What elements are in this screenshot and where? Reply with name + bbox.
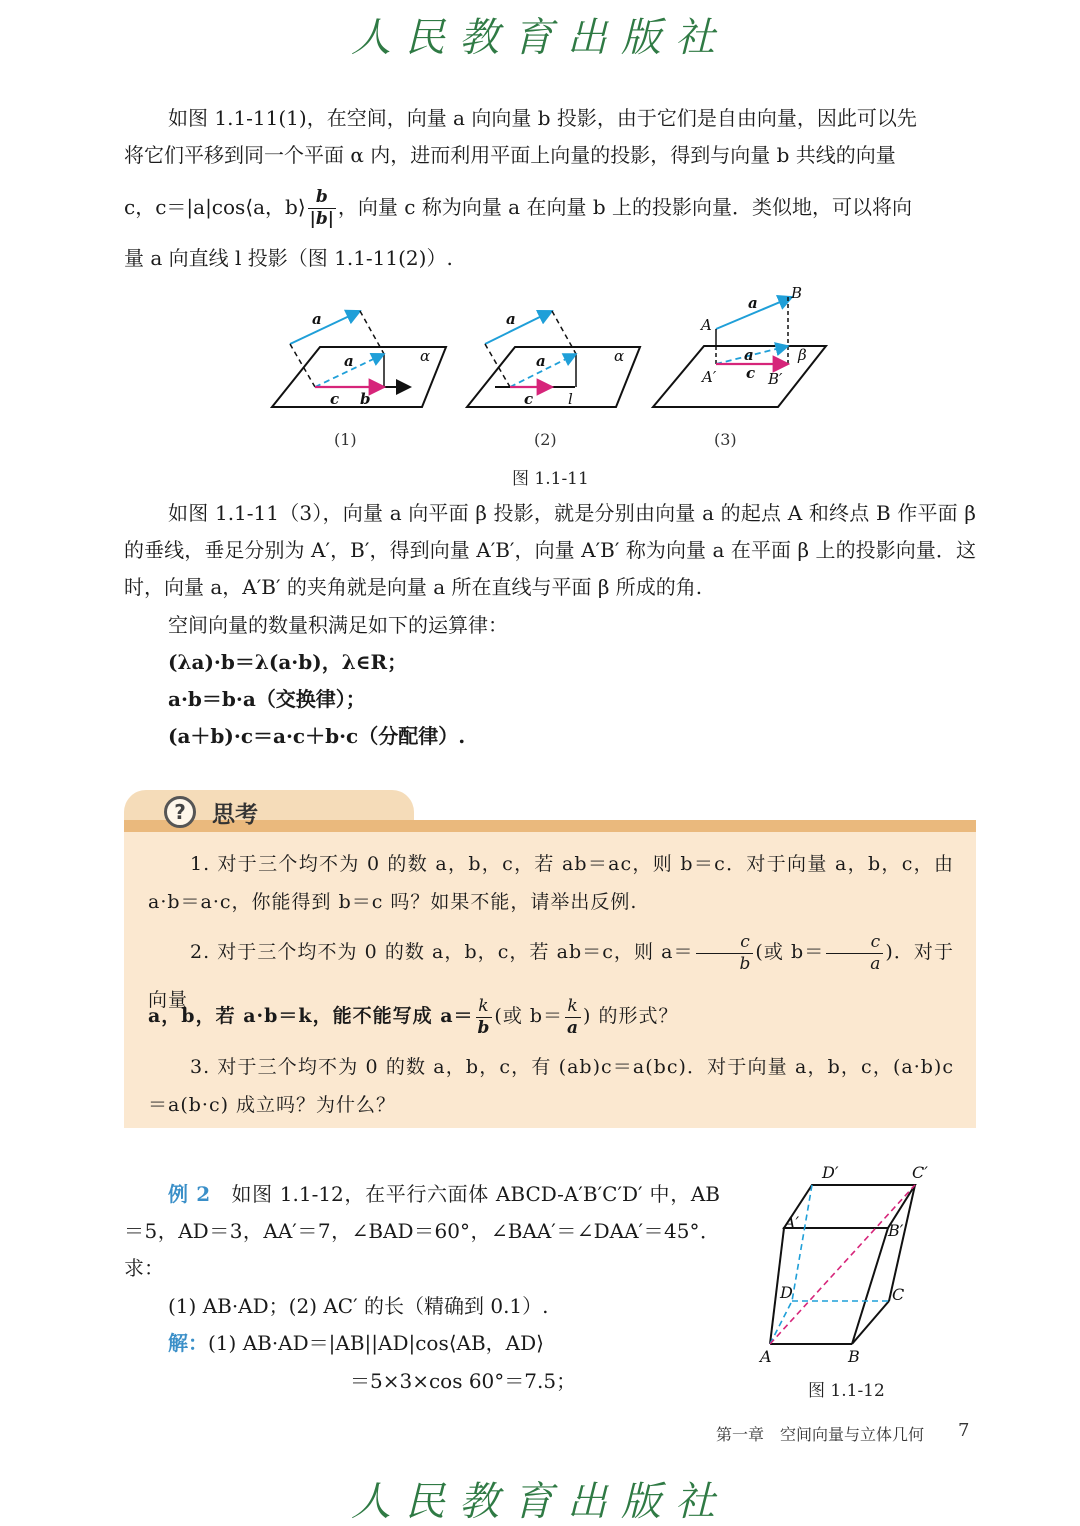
svg-text:a: a — [536, 352, 546, 370]
p1-line4: 量 a 向直线 l 投影（图 1.1-11(2)）. — [124, 246, 453, 270]
svg-text:B′: B′ — [768, 370, 783, 388]
figure-part-1 — [272, 310, 446, 408]
solution-line1: (1) AB·AD＝|AB||AD|cos⟨AB，AD⟩ — [208, 1331, 544, 1355]
publisher-watermark-bottom: 人民教育出版社 — [351, 1479, 729, 1525]
publisher-watermark-top: 人民教育出版社 — [351, 15, 729, 61]
p1-formula-right: ，向量 c 称为向量 a 在向量 b 上的投影向量．类似地，可以将向 — [337, 195, 912, 219]
figure-sublabel-1: (1) — [334, 430, 357, 449]
figure-1-1-11 — [260, 284, 840, 424]
think-question-2-line2: a，b，若 a·b＝k，能不能写成 a＝ $\frac{k}{b}$ (或 b＝ $\frac{k}{a}$ ) 的形式？ — [148, 995, 679, 1038]
p1-formula-left: c，c＝|a|cos⟨a，b⟩ — [124, 195, 306, 219]
svg-text:D′: D′ — [822, 1163, 839, 1182]
example-2-solution-2: ＝5×3×cos 60°＝7.5； — [350, 1369, 577, 1393]
think-question-2-line1: 2. 对于三个均不为 0 的数 a，b，c，若 ab＝c，则 a＝ $\frac{c}{b}$ (或 b＝ $\frac{c}{a}$ )．对于向量 — [148, 931, 954, 1011]
figure-1-1-12 — [752, 1160, 942, 1370]
p1-line2: 将它们平移到同一个平面 α 内，进而利用平面上向量的投影，得到与向量 b 共线的向量 — [124, 143, 896, 167]
example-2-ask: (1) AB·AD；(2) AC′ 的长（精确到 0.1）. — [168, 1294, 549, 1318]
example-2-statement — [124, 1176, 720, 1287]
svg-text:A′: A′ — [784, 1213, 800, 1232]
svg-text:β: β — [798, 346, 807, 364]
think-question-3: 3. 对于三个均不为 0 的数 a，b，c，有 (ab)c＝a(bc)．对于向量 a，b，c，(a·b)c＝a(b·c) 成立吗？为什么？ — [148, 1056, 954, 1116]
law-commutative: a·b＝b·a（交换律）； — [168, 687, 366, 711]
figure-caption-1-1-11: 图 1.1-11 — [512, 469, 589, 489]
svg-text:c: c — [330, 390, 340, 408]
page-number: 7 — [958, 1420, 970, 1441]
svg-text:C: C — [892, 1285, 905, 1304]
example-text: 如图 1.1-12，在平行六面体 ABCD-A′B′C′D′ 中，AB＝5，AD＝3，AA′＝7，∠BAD＝60°，∠BAA′＝∠DAA′＝45°．求： — [124, 1182, 720, 1280]
svg-text:a: a — [744, 346, 754, 364]
paragraph-projection-formula — [124, 182, 976, 232]
paragraph-plane-projection: 如图 1.1-11（3），向量 a 向平面 β 投影，就是分别由向量 a 的起点 A 和终点 B 作平面 β 的垂线，垂足分别为 A′，B′，得到向量 A′B′，向量 A′B′ 称为向量 a 在平面 β 上的投影向量．这时，向量 a，A′B′ 的夹角就是向量 a 所在直线与平面 β 所成的角. — [124, 501, 976, 599]
figure-caption-1-1-12: 图 1.1-12 — [808, 1381, 885, 1401]
svg-text:C′: C′ — [912, 1163, 928, 1182]
svg-text:B: B — [848, 1347, 860, 1366]
example-tag: 例 2 — [168, 1182, 211, 1206]
paragraph-projection-line2 — [124, 137, 976, 174]
question-mark-icon: ? — [164, 796, 196, 828]
think-title: 思考 — [212, 802, 258, 828]
law-distributive: (a＋b)·c＝a·c＋b·c（分配律）. — [168, 724, 466, 748]
svg-text:a: a — [506, 310, 516, 328]
p1-line1: 如图 1.1-11(1)，在空间，向量 a 向向量 b 投影，由于它们是自由向量，因此可以先 — [168, 106, 917, 130]
laws-intro: 空间向量的数量积满足如下的运算律： — [168, 613, 508, 637]
svg-text:B: B — [791, 284, 803, 302]
svg-text:B′: B′ — [888, 1221, 904, 1240]
figure-sublabel-2: (2) — [534, 430, 557, 449]
svg-text:b: b — [360, 390, 371, 408]
think-question-1: 1. 对于三个均不为 0 的数 a，b，c，若 ab＝ac，则 b＝c．对于向量 a，b，c，由 a·b＝a·c，你能得到 b＝c 吗？如果不能，请举出反例. — [148, 853, 954, 913]
law-scalar: (λa)·b＝λ(a·b)，λ∈R； — [168, 650, 408, 674]
figure-part-3 — [653, 284, 826, 407]
paragraph-projection-intro — [124, 100, 976, 137]
chapter-footer: 第一章 空间向量与立体几何 — [716, 1425, 925, 1444]
svg-text:c: c — [524, 390, 534, 408]
paragraph-projection-line4 — [124, 240, 976, 277]
fraction-b-over-abs-b: $\frac{b}{|b|}$ — [309, 187, 334, 229]
svg-text:α: α — [420, 347, 431, 365]
solution-tag: 解： — [168, 1331, 208, 1355]
figure-sublabel-3: (3) — [714, 430, 737, 449]
svg-text:a: a — [748, 294, 758, 312]
svg-text:α: α — [614, 347, 625, 365]
figure-part-2 — [467, 310, 640, 408]
svg-text:a: a — [344, 352, 354, 370]
example-2-solution-1 — [168, 1325, 764, 1362]
svg-text:a: a — [312, 310, 322, 328]
svg-text:A: A — [760, 1347, 772, 1366]
svg-text:D: D — [780, 1283, 793, 1302]
svg-text:l: l — [568, 390, 573, 408]
svg-text:A′: A′ — [702, 368, 717, 386]
svg-text:c: c — [746, 364, 756, 382]
svg-text:A: A — [701, 316, 712, 334]
